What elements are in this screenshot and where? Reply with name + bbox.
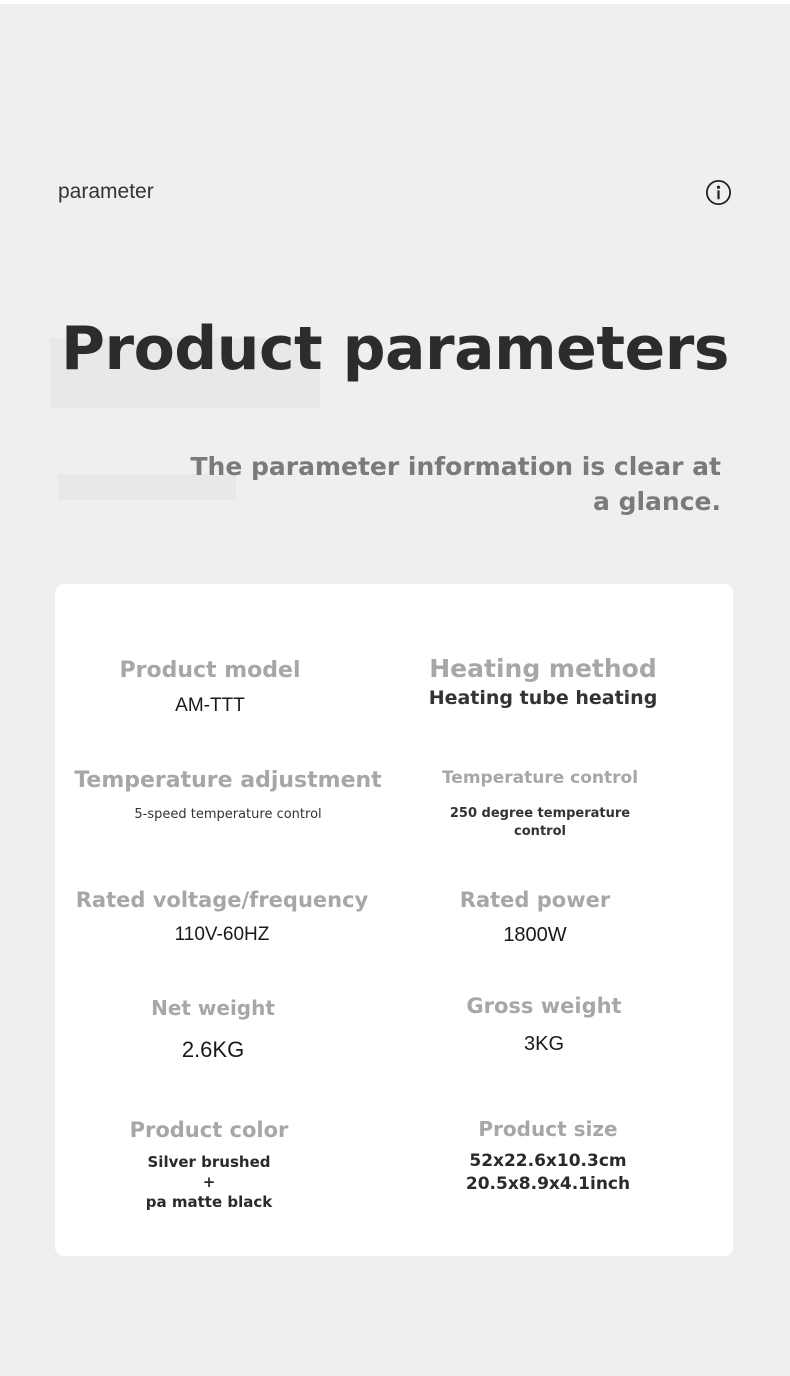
param-temperature-control	[385, 767, 695, 841]
param-value: 250 degree temperature control	[449, 806, 631, 839]
param-label: Rated voltage/frequency	[75, 888, 369, 912]
param-value: 52x22.6x10.3cm 20.5x8.9x4.1inch	[465, 1151, 631, 1194]
param-temperature-adjustment	[55, 767, 401, 824]
param-product-color	[55, 1117, 363, 1212]
param-label: Product size	[478, 1117, 618, 1141]
param-value: AM-TTT	[175, 695, 245, 716]
param-value: 3KG	[523, 1033, 565, 1055]
info-circle-icon[interactable]	[705, 179, 732, 206]
param-gross-weight	[385, 993, 703, 1057]
param-label: Temperature adjustment	[74, 768, 382, 793]
param-label: Temperature control	[441, 768, 639, 788]
param-label: Gross weight	[466, 994, 622, 1018]
param-value: 2.6KG	[181, 1037, 245, 1062]
param-heating-method	[385, 653, 701, 711]
param-rated-voltage-frequency	[55, 886, 389, 948]
param-value: Silver brushed + pa matte black	[145, 1153, 273, 1211]
param-value: 1800W	[503, 924, 567, 946]
param-product-model	[55, 657, 365, 719]
param-product-size	[385, 1116, 711, 1196]
page-title: Product parameters	[61, 314, 729, 384]
parameter-card	[55, 584, 733, 1256]
param-value: Heating tube heating	[428, 687, 658, 709]
param-label: Product model	[119, 658, 301, 683]
param-label: Net weight	[151, 996, 275, 1020]
page-background	[0, 4, 790, 1376]
page-subtitle: The parameter information is clear at a glance.	[190, 452, 721, 516]
param-value: 5-speed temperature control	[134, 807, 322, 822]
param-label: Rated power	[459, 888, 611, 912]
param-label: Product color	[129, 1118, 289, 1142]
section-label: parameter	[58, 180, 154, 203]
param-label: Heating method	[429, 654, 657, 683]
param-rated-power	[385, 886, 685, 948]
param-net-weight	[55, 995, 371, 1064]
param-value: 110V-60HZ	[174, 924, 270, 945]
